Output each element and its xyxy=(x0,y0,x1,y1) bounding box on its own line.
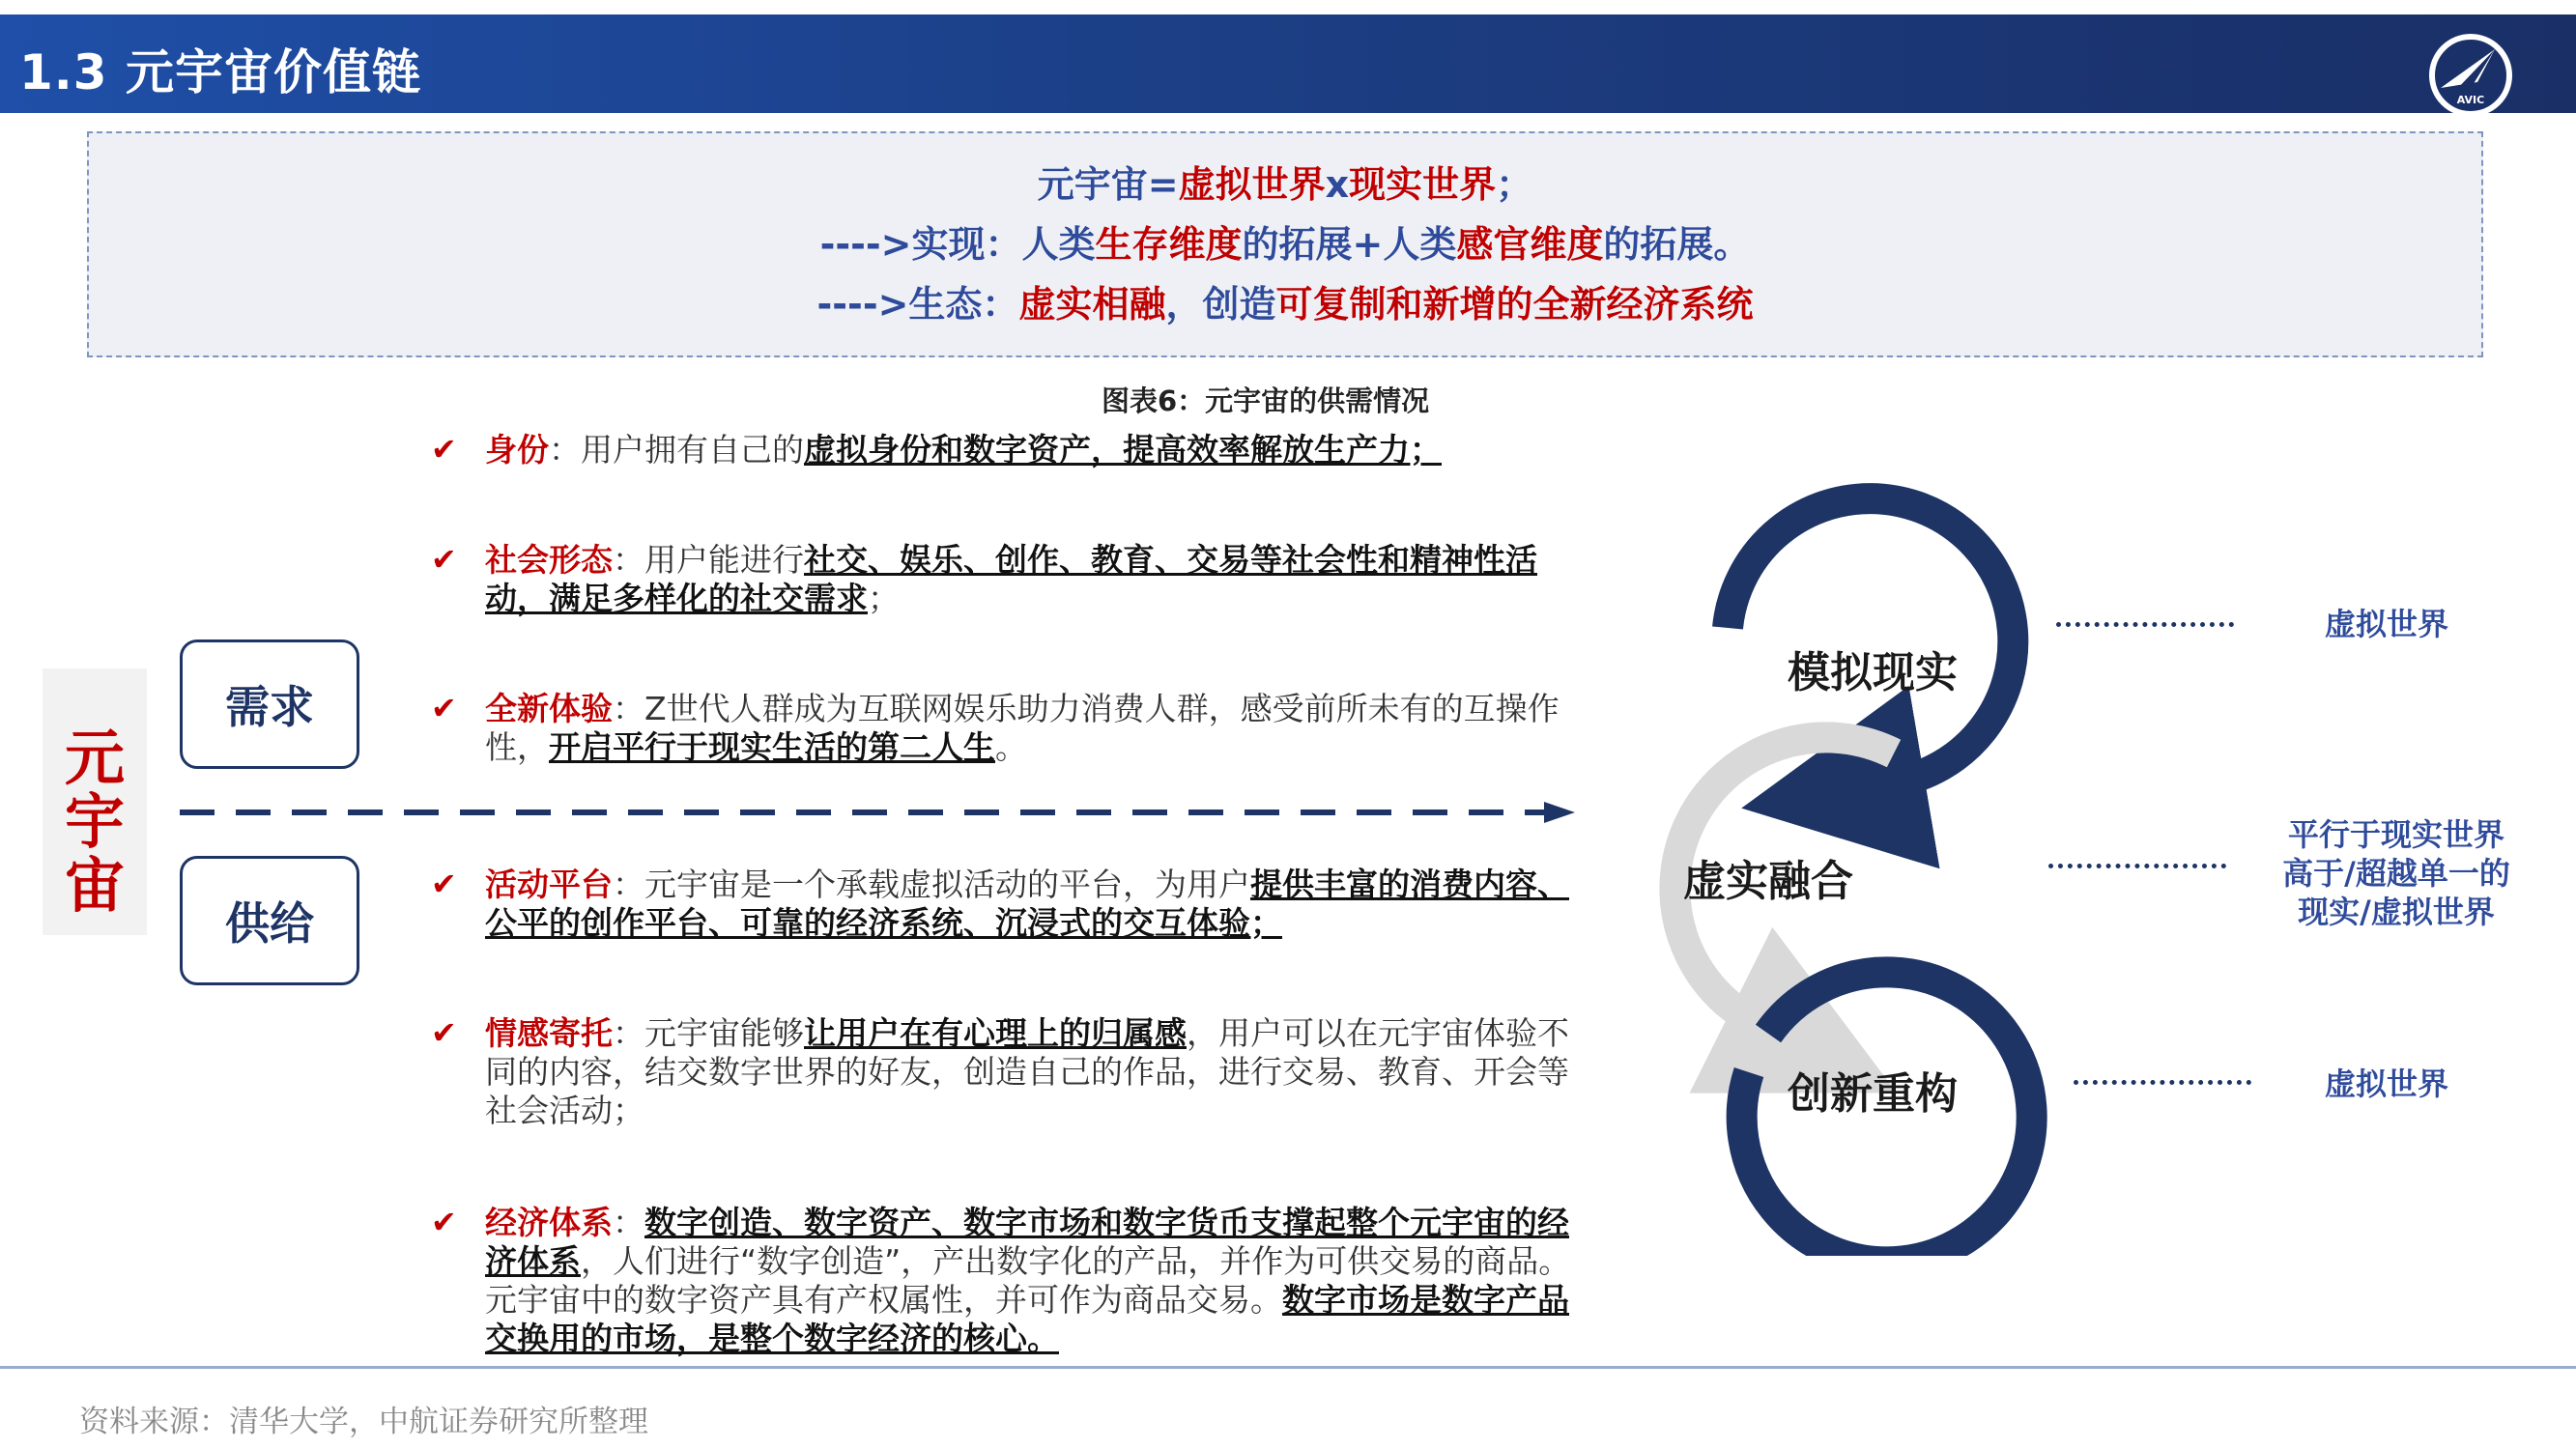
concept-run: ---->实现：人类 xyxy=(819,223,1096,266)
page-title: 1.3 元宇宙价值链 xyxy=(19,44,421,100)
check-icon: ✔ xyxy=(431,1014,457,1051)
item-emphasis: 让用户在有心理上的归属感 xyxy=(804,1014,1187,1052)
concept-line-2 xyxy=(89,214,2481,268)
concept-run: 可复制和新增的全新经济系统 xyxy=(1275,283,1754,326)
footer-divider xyxy=(0,1366,2576,1369)
item-text xyxy=(485,541,1587,618)
header-bar xyxy=(0,14,2576,113)
item-run: ：用户拥有自己的 xyxy=(549,431,804,469)
item-run: ，人们进行“数字创造”，产出数字化的产品，并作为可供交易的商品。元宇宙中的数字资产具有产权属性，并可作为商品交易。 xyxy=(485,1242,1571,1319)
vertical-label-char: 元 xyxy=(64,723,125,793)
demand-box xyxy=(180,639,359,769)
vertical-label-char: 宙 xyxy=(64,850,125,921)
stage1-desc: 虚拟世界 xyxy=(2324,606,2448,642)
item-label: 身份 xyxy=(485,431,549,469)
concept-run: 感官维度 xyxy=(1456,223,1604,266)
concept-run: 元宇宙= xyxy=(1037,163,1179,206)
stage2-desc xyxy=(2232,815,2561,931)
item-run: ：元宇宙是一个承载虚拟活动的平台，为用户 xyxy=(613,866,1250,903)
stage1-connector xyxy=(2056,622,2234,627)
vertical-label-char: 宇 xyxy=(64,786,125,857)
item-run: ：Z世代人群成为互联网娱乐助力消费人群，感受前所未有的互操作性， xyxy=(485,690,1560,766)
metaverse-vertical-label xyxy=(43,723,147,921)
concept-run: 的拓展+人类 xyxy=(1242,223,1457,266)
concept-line-1 xyxy=(89,155,2481,208)
item-text xyxy=(485,866,1587,943)
concept-run: 虚实相融 xyxy=(1018,283,1166,326)
concept-box xyxy=(87,131,2483,357)
item-emphasis: 提供丰富的消费内容、公平的创作平台、可靠的经济系统、沉浸式的交互体验； xyxy=(485,866,1569,942)
concept-run: x xyxy=(1325,163,1350,206)
stage1-label: 模拟现实 xyxy=(1788,648,1958,697)
item-label: 经济体系 xyxy=(485,1204,613,1241)
stage2-connector xyxy=(2048,864,2226,868)
check-icon: ✔ xyxy=(431,541,457,578)
stage2-desc-line: 高于/超越单一的 xyxy=(2282,855,2510,892)
avic-logo-icon xyxy=(2427,32,2514,119)
item-text xyxy=(485,690,1587,767)
item-label: 全新体验 xyxy=(485,690,613,727)
item-emphasis: 数字创造、数字资产、数字市场和数字货币支撑起整个元宇宙的经济体系 xyxy=(485,1204,1569,1280)
check-icon: ✔ xyxy=(431,866,457,902)
stage2-label: 虚实融合 xyxy=(1683,857,1853,906)
concept-line-3 xyxy=(89,274,2481,327)
item-emphasis: 虚拟身份和数字资产，提高效率解放生产力； xyxy=(804,431,1442,469)
item-run: ：元宇宙能够 xyxy=(613,1014,804,1052)
concept-run: ---->生态： xyxy=(816,283,1019,326)
item-text xyxy=(485,1204,1587,1358)
figure-title: 图表6：元宇宙的供需情况 xyxy=(1102,384,1430,417)
item-label: 情感寄托 xyxy=(485,1014,613,1052)
item-run: 。 xyxy=(995,728,1027,766)
concept-run: ； xyxy=(1496,163,1533,206)
item-text xyxy=(485,431,1587,469)
check-icon: ✔ xyxy=(431,431,457,468)
logo-text: AVIC xyxy=(2456,94,2485,106)
item-text xyxy=(485,1014,1587,1130)
concept-run: 虚拟世界 xyxy=(1178,163,1326,206)
item-run: ； xyxy=(868,580,900,617)
concept-run: 的拓展。 xyxy=(1603,223,1751,266)
item-emphasis: 社交、娱乐、创作、教育、交易等社会性和精神性活动，满足多样化的社交需求 xyxy=(485,541,1537,617)
demand-supply-divider-arrow xyxy=(174,798,1585,827)
stage2-desc-line: 现实/虚拟世界 xyxy=(2298,894,2495,930)
item-emphasis: 开启平行于现实生活的第二人生 xyxy=(549,728,995,766)
stage3-desc: 虚拟世界 xyxy=(2324,1065,2448,1102)
concept-run: 现实世界 xyxy=(1349,163,1497,206)
concept-run: 生存维度 xyxy=(1095,223,1243,266)
supply-box xyxy=(180,856,359,985)
item-run: ：用户能进行 xyxy=(613,541,804,579)
item-emphasis: 数字市场是数字产品交换用的市场，是整个数字经济的核心。 xyxy=(485,1281,1569,1357)
item-run: ： xyxy=(613,1204,644,1241)
concept-run: ，创造 xyxy=(1165,283,1276,326)
stage3-label: 创新重构 xyxy=(1788,1069,1958,1119)
stage3-connector xyxy=(2074,1080,2251,1085)
item-run: ，用户可以在元宇宙体验不同的内容，结交数字世界的好友，创造自己的作品，进行交易、教育、开会等社会活动； xyxy=(485,1014,1569,1129)
demand-label: 需求 xyxy=(225,681,314,733)
stage2-desc-line: 平行于现实世界 xyxy=(2287,816,2504,853)
item-label: 活动平台 xyxy=(485,866,613,903)
supply-label: 供给 xyxy=(225,897,314,950)
source-note: 资料来源：清华大学，中航证券研究所整理 xyxy=(79,1405,648,1439)
item-label: 社会形态 xyxy=(485,541,613,579)
check-icon: ✔ xyxy=(431,690,457,726)
check-icon: ✔ xyxy=(431,1204,457,1240)
